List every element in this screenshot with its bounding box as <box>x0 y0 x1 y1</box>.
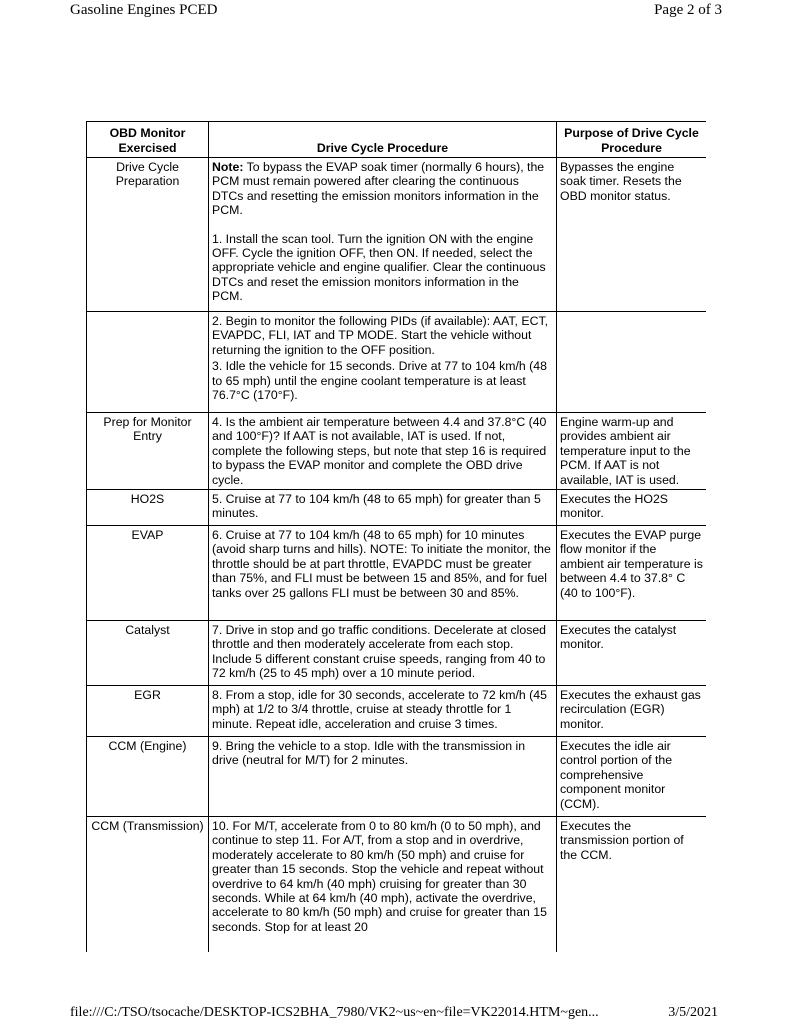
procedure-cell: 5. Cruise at 77 to 104 km/h (48 to 65 mph) for greater than 5 minutes. <box>209 490 557 526</box>
monitor-cell: Prep for Monitor Entry <box>87 413 209 490</box>
procedure-cell: 4. Is the ambient air temperature between 4.4 and 37.8°C (40 and 100°F)? If AAT is not available, IAT is used. If not, complete the following steps, but note that step 16 is required to bypass the EVAP monitor and complete the OBD drive cycle. <box>209 413 557 490</box>
step-paragraph: 1. Install the scan tool. Turn the ignition ON with the engine OFF. Cycle the ignition OFF, then ON. If needed, select the appropriate vehicle and engine qualifier. Clear the continuous DTCs and reset the emission monitors information in the PCM. <box>212 231 546 304</box>
document-title: Gasoline Engines PCED <box>70 2 218 18</box>
print-date: 3/5/2021 <box>668 1005 718 1020</box>
table-row <box>87 737 707 817</box>
purpose-cell: Executes the transmission portion of the CCM. <box>557 817 707 952</box>
table-row <box>87 413 707 490</box>
purpose-cell: Executes the exhaust gas recirculation (EGR) monitor. <box>557 686 707 737</box>
table-row <box>87 526 707 621</box>
purpose-cell: Executes the idle air control portion of the comprehensive component monitor (CCM). <box>557 737 707 817</box>
procedure-cell <box>209 158 557 312</box>
procedure-cell: 9. Bring the vehicle to a stop. Idle with the transmission in drive (neutral for M/T) for 2 minutes. <box>209 737 557 817</box>
monitor-cell: CCM (Transmission) <box>87 817 209 952</box>
procedure-cell: 10. For M/T, accelerate from 0 to 80 km/h (0 to 50 mph), and continue to step 11. For A/T, from a stop and in overdrive, moderately accelerate to 80 km/h (50 mph) and cruise for greater than 15 seconds. Stop the vehicle and repeat without overdrive to 64 km/h (40 mph) cruising for greater than 30 seconds. While at 64 km/h (40 mph), activate the overdrive, accelerate to 80 km/h (50 mph) and cruise for greater than 15 seconds. Stop for at least 20 <box>209 817 557 952</box>
monitor-cell <box>87 312 209 413</box>
purpose-cell: Executes the EVAP purge flow monitor if the ambient air temperature is between 4.4 to 37.8° C (40 to 100°F). <box>557 526 707 621</box>
drive-cycle-table-container <box>86 121 706 952</box>
monitor-cell: CCM (Engine) <box>87 737 209 817</box>
purpose-cell: Engine warm-up and provides ambient air temperature input to the PCM. If AAT is not available, IAT is used. <box>557 413 707 490</box>
file-path: file:///C:/TSO/tsocache/DESKTOP-ICS2BHA_7980/VK2~us~en~file=VK22014.HTM~gen... <box>70 1005 599 1020</box>
table-row <box>87 686 707 737</box>
page-number: Page 2 of 3 <box>654 2 722 18</box>
note-label: Note: <box>212 160 244 174</box>
monitor-cell: Drive Cycle Preparation <box>87 158 209 312</box>
header-drive-cycle-procedure: Drive Cycle Procedure <box>209 122 557 158</box>
table-row <box>87 312 707 413</box>
monitor-cell: EVAP <box>87 526 209 621</box>
table-row <box>87 158 707 312</box>
table-header-row <box>87 122 707 158</box>
procedure-cell: 6. Cruise at 77 to 104 km/h (48 to 65 mph) for 10 minutes (avoid sharp turns and hills). NOTE: To initiate the monitor, the throttle should be at part throttle, EVAPDC must be greater than 75%, and FLI must be between 15 and 85%, and for fuel tanks over 25 gallons FLI must be between 30 and 85%. <box>209 526 557 621</box>
procedure-cell <box>209 312 557 413</box>
table-row <box>87 817 707 952</box>
purpose-cell <box>557 312 707 413</box>
purpose-cell: Executes the HO2S monitor. <box>557 490 707 526</box>
header-purpose: Purpose of Drive Cycle Procedure <box>557 122 707 158</box>
step-paragraph: 2. Begin to monitor the following PIDs (if available): AAT, ECT, EVAPDC, FLI, IAT and TP MODE. Start the vehicle without returning the ignition to the OFF position. <box>212 314 549 357</box>
procedure-cell: 8. From a stop, idle for 30 seconds, accelerate to 72 km/h (45 mph) at 1/2 to 3/4 throttle, cruise at steady throttle for 1 minute. Repeat idle, acceleration and cruise 3 times. <box>209 686 557 737</box>
monitor-cell: HO2S <box>87 490 209 526</box>
table-row <box>87 621 707 686</box>
procedure-cell: 7. Drive in stop and go traffic conditions. Decelerate at closed throttle and then moderately accelerate from each stop. Include 5 different constant cruise speeds, ranging from 40 to 72 km/h (25 to 45 mph) over a 10 minute period. <box>209 621 557 686</box>
purpose-cell: Bypasses the engine soak timer. Resets the OBD monitor status. <box>557 158 707 312</box>
note-paragraph <box>212 160 553 218</box>
purpose-cell: Executes the catalyst monitor. <box>557 621 707 686</box>
step-paragraph: 3. Idle the vehicle for 15 seconds. Drive at 77 to 104 km/h (48 to 65 mph) until the engine coolant temperature is at least 76.7°C (170°F). <box>212 359 547 403</box>
header-obd-monitor: OBD Monitor Exercised <box>87 122 209 158</box>
drive-cycle-table <box>86 121 706 952</box>
monitor-cell: EGR <box>87 686 209 737</box>
note-text: To bypass the EVAP soak timer (normally 6 hours), the PCM must remain powered after clearing the continuous DTCs and resetting the emission monitors information in the PCM. <box>212 160 545 218</box>
table-row <box>87 490 707 526</box>
monitor-cell: Catalyst <box>87 621 209 686</box>
